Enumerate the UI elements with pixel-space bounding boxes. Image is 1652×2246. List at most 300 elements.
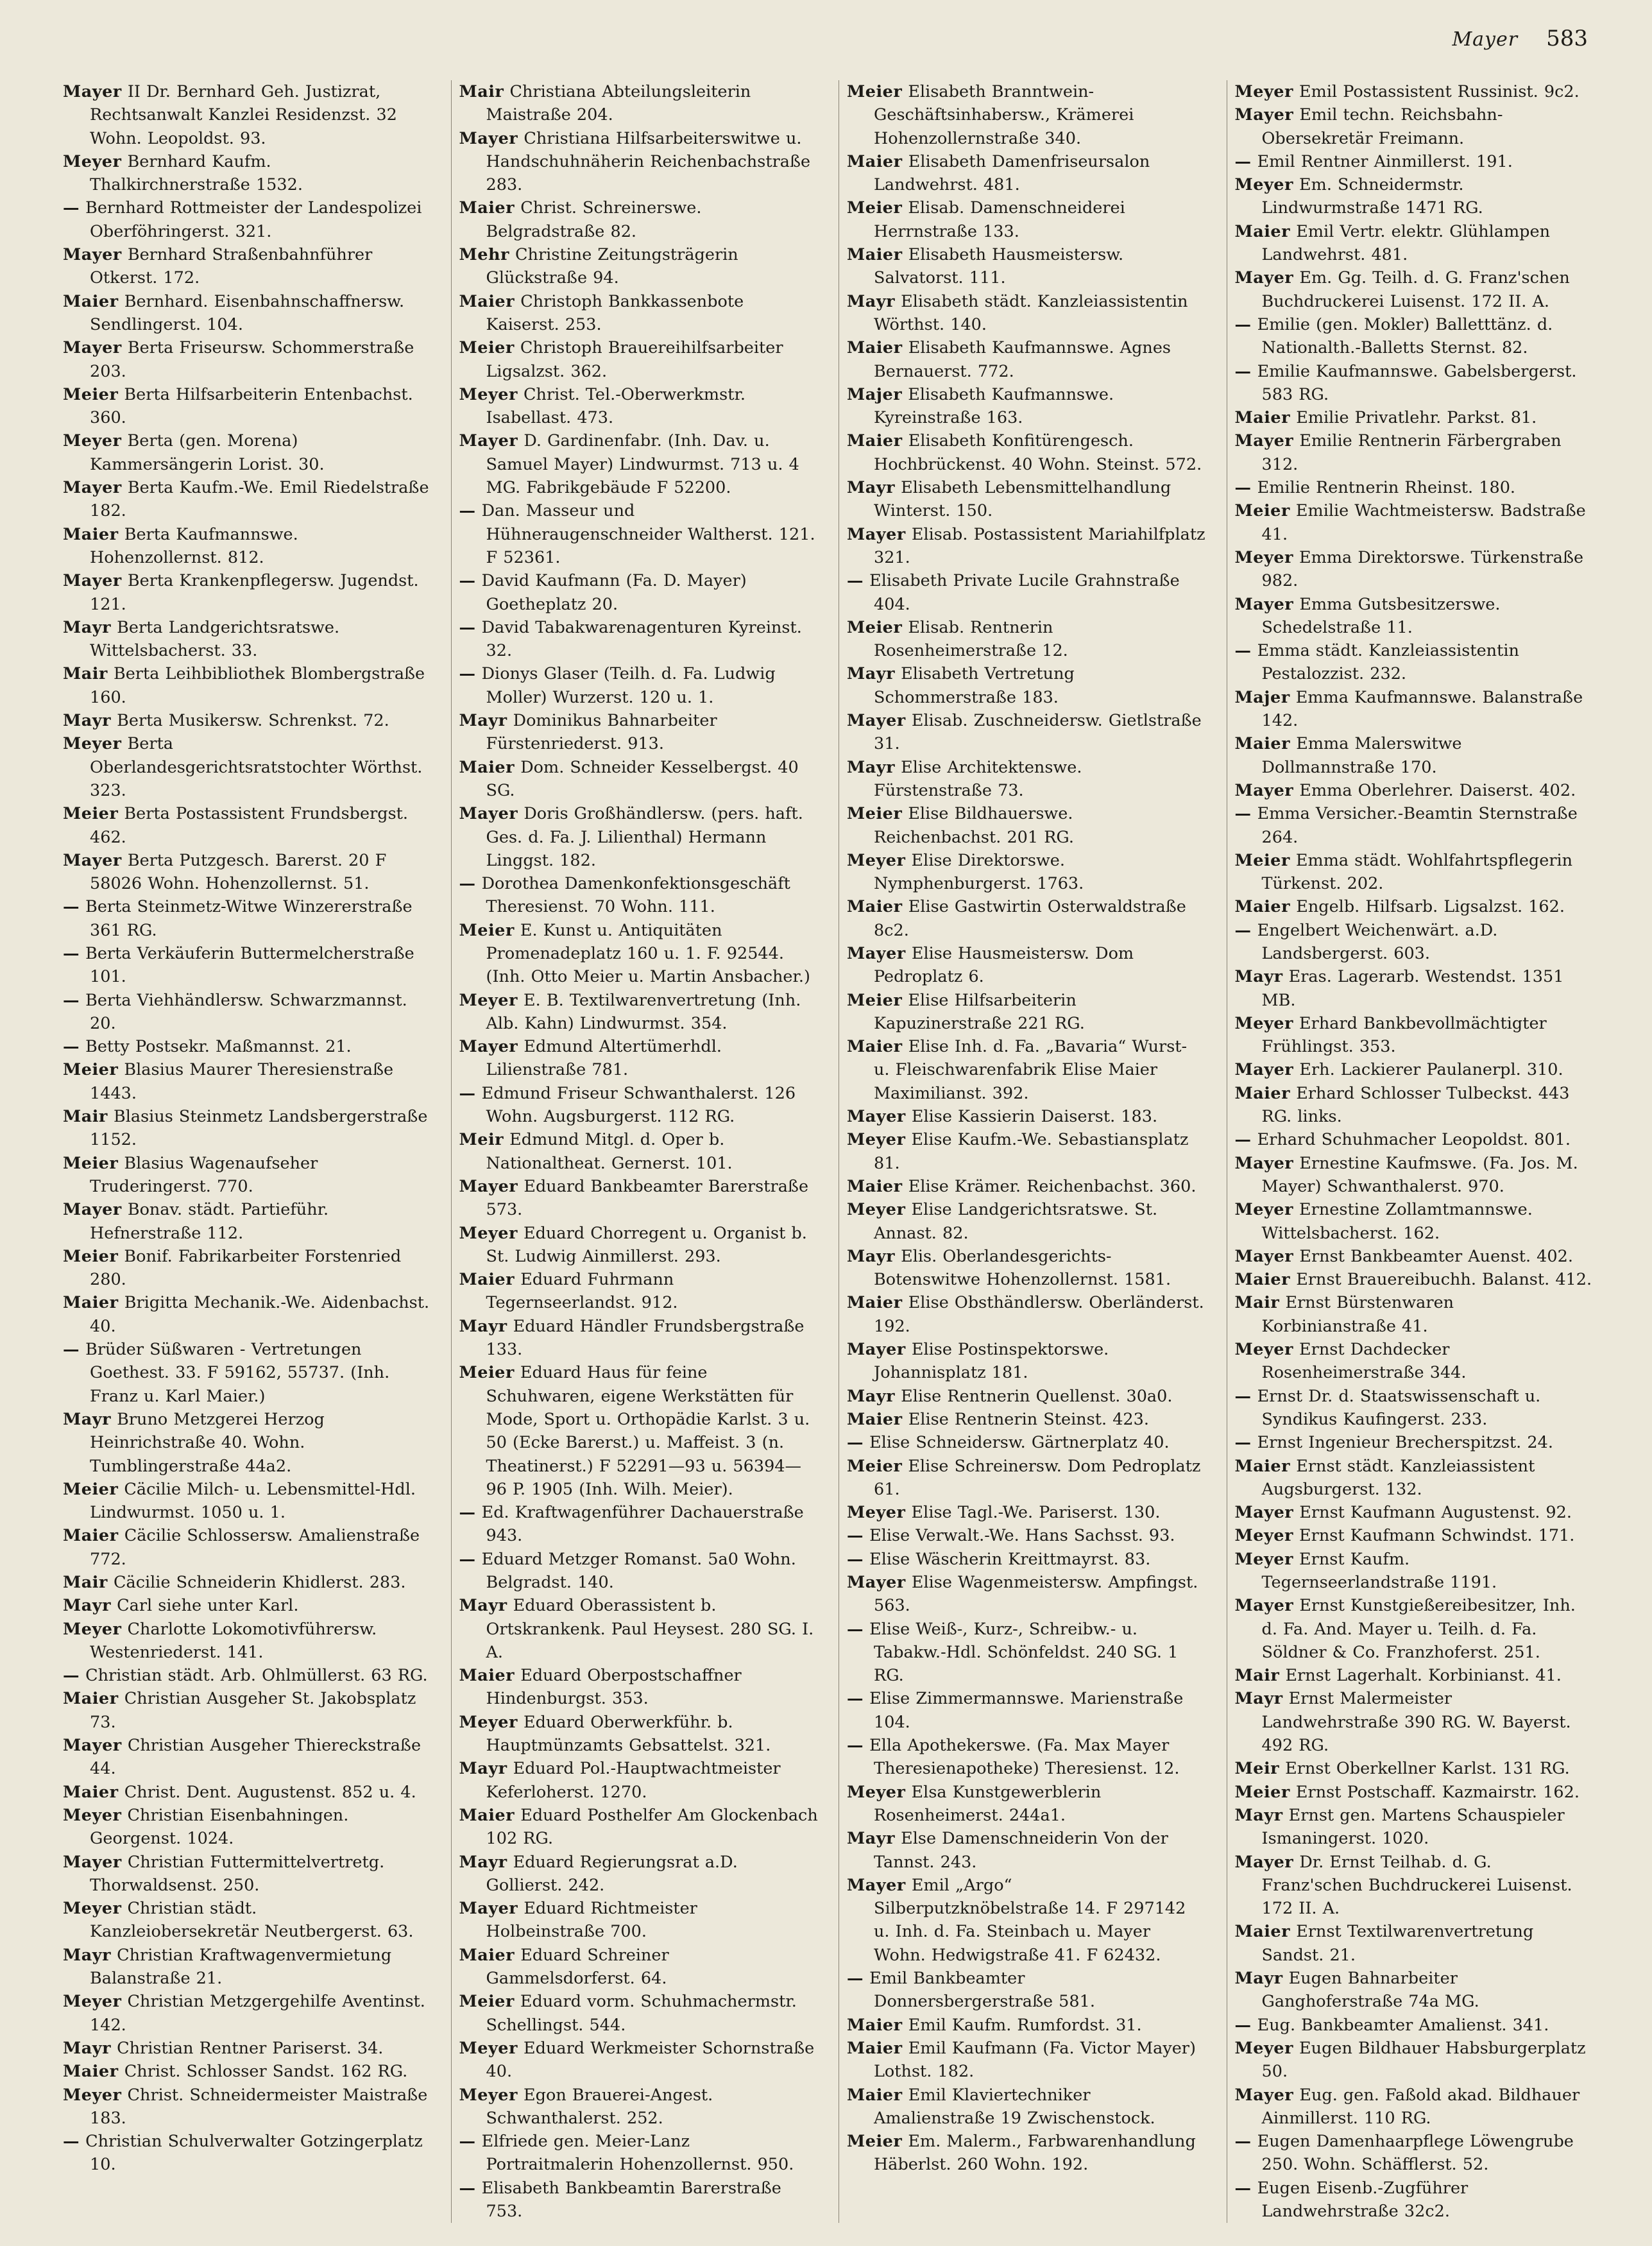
entry-details: Erh. Lackierer Paulanerpl. 310. bbox=[1293, 1060, 1563, 1080]
entry-surname: Mayr bbox=[847, 1829, 896, 1849]
directory-entry bbox=[1235, 1431, 1594, 1454]
entry-details: Doris Großhändlersw. (pers. haft. Ges. d. Fa. J. Lilienthal) Hermann Linggst. 182. bbox=[486, 804, 803, 870]
entry-details: Ernst Ingenieur Brecherspitzst. 24. bbox=[1251, 1433, 1553, 1453]
entry-surname: Mayr bbox=[459, 1316, 507, 1336]
directory-entry bbox=[459, 429, 819, 499]
entry-details: Ed. Kraftwagenführer Dachauerstraße 943. bbox=[475, 1503, 804, 1546]
entry-surname: Maier bbox=[459, 1805, 515, 1825]
directory-entry bbox=[847, 1385, 1206, 1408]
entry-details: Elisabeth Vertretung Schommerstraße 183. bbox=[874, 664, 1075, 707]
directory-entry bbox=[847, 196, 1206, 243]
directory-entry bbox=[63, 942, 430, 989]
entry-surname: Mair bbox=[459, 82, 504, 101]
entry-details: Elise Landgerichtsratswe. St. Annast. 82. bbox=[874, 1200, 1158, 1243]
entry-surname: — bbox=[63, 897, 80, 917]
entry-surname: Meier bbox=[63, 1060, 119, 1080]
entry-details: Betty Postsekr. Maßmannst. 21. bbox=[80, 1037, 352, 1057]
entry-details: Elisabeth städt. Kanzleiassistentin Wörthst. 140. bbox=[874, 291, 1188, 334]
entry-surname: Mayer bbox=[63, 1736, 122, 1756]
entry-details: Christ. Schlosser Sandst. 162 RG. bbox=[118, 2062, 408, 2082]
entry-surname: Mayr bbox=[1234, 1689, 1283, 1709]
directory-entry bbox=[847, 1967, 1206, 2014]
entry-details: Egon Brauerei-Angest. Schwanthalerst. 252. bbox=[486, 2085, 713, 2128]
entry-surname: Meyer bbox=[63, 2085, 122, 2105]
entry-details: Elise Direktorswe. Nymphenburgerst. 1763. bbox=[874, 850, 1084, 894]
entry-details: Elisabeth Branntwein-Geschäftsinhabersw., Krämerei Hohenzollernstraße 340. bbox=[874, 82, 1134, 148]
entry-details: Christiana Hilfsarbeiterswitwe u. Handschuhnäherin Reichenbachstraße 283. bbox=[486, 128, 811, 195]
entry-details: E. B. Textilwarenvertretung (Inh. Alb. Kahn) Lindwurmst. 354. bbox=[486, 990, 801, 1033]
entry-details: Bernhard Kaufm. Thalkirchnerstraße 1532. bbox=[90, 151, 303, 195]
directory-entry bbox=[63, 1851, 430, 1898]
entry-surname: Mayer bbox=[63, 82, 122, 101]
entry-details: Blasius Wagenaufseher Truderingerst. 770. bbox=[90, 1153, 318, 1196]
entry-surname: Maier bbox=[459, 198, 515, 218]
directory-entry bbox=[1235, 1664, 1594, 1687]
entry-surname: Meier bbox=[63, 1479, 119, 1499]
entry-details: Elise Gastwirtin Osterwaldstraße 8c2. bbox=[874, 897, 1186, 940]
entry-details: Ella Apothekerswe. (Fa. Max Mayer Theresienapotheke) Theresienst. 12. bbox=[864, 1736, 1180, 1779]
entry-surname: Maier bbox=[1234, 221, 1291, 241]
entry-details: Dan. Masseur und Hühneraugenschneider Waltherst. 121. F 52361. bbox=[475, 501, 815, 567]
directory-entry bbox=[1235, 1198, 1594, 1245]
directory-entry bbox=[847, 1548, 1206, 1571]
directory-entry bbox=[1235, 779, 1594, 802]
entry-details: Emil Vertr. elektr. Glühlampen Landwehrst. 481. bbox=[1261, 221, 1551, 265]
entry-details: Emil Rentner Ainmillerst. 191. bbox=[1251, 151, 1513, 171]
directory-entry bbox=[63, 1687, 430, 1734]
directory-entry bbox=[63, 1594, 430, 1617]
directory-entry bbox=[1235, 1920, 1594, 1967]
entry-surname: Maier bbox=[459, 1270, 515, 1290]
entry-surname: Maier bbox=[63, 1293, 119, 1313]
directory-column-4 bbox=[1227, 80, 1594, 2223]
entry-surname: Meier bbox=[63, 1246, 119, 1266]
directory-entry bbox=[63, 80, 430, 150]
entry-details: Emil Klaviertechniker Amalienstraße 19 Zwischenstock. bbox=[874, 2085, 1155, 2128]
directory-entry bbox=[847, 1198, 1206, 1245]
directory-entry bbox=[63, 616, 430, 663]
entry-details: Elise Kaufm.-We. Sebastiansplatz 81. bbox=[874, 1130, 1189, 1173]
entry-surname: — bbox=[847, 1433, 864, 1453]
directory-entry bbox=[459, 1944, 819, 1991]
entry-details: Christian Eisenbahningen. Georgenst. 1024. bbox=[90, 1805, 349, 1849]
entry-details: Berta Kaufm.-We. Emil Riedelstraße 182. bbox=[90, 478, 429, 521]
entry-details: Berta Friseursw. Schommerstraße 203. bbox=[90, 338, 414, 381]
directory-entry bbox=[1235, 499, 1594, 546]
entry-surname: Meier bbox=[847, 617, 903, 637]
directory-entry bbox=[63, 732, 430, 802]
directory-entry bbox=[1235, 2177, 1594, 2224]
entry-surname: Mayer bbox=[1234, 780, 1294, 800]
entry-surname: Mayr bbox=[847, 1246, 896, 1266]
entry-details: Cäcilie Schneiderin Khidlerst. 283. bbox=[107, 1573, 406, 1592]
entry-surname: Mayr bbox=[459, 1759, 507, 1779]
entry-surname: — bbox=[459, 1503, 476, 1523]
entry-surname: Maier bbox=[1234, 1083, 1291, 1103]
entry-details: Em. Schneidermstr. Lindwurmstraße 1471 RG. bbox=[1261, 175, 1483, 218]
entry-surname: Maier bbox=[459, 291, 515, 311]
directory-entry bbox=[459, 1711, 819, 1758]
entry-surname: Meyer bbox=[459, 1712, 518, 1732]
entry-surname: Maier bbox=[1234, 1922, 1291, 1942]
directory-entry bbox=[459, 1175, 819, 1222]
entry-details: Emil „Argo“ Silberputzknöbelstraße 14. F 297142 u. Inh. d. Fa. Steinbach u. Mayer Wohn. Hedwigstraße 41. F 62432. bbox=[874, 1875, 1186, 1965]
entry-surname: Meyer bbox=[847, 1782, 906, 1802]
directory-entry bbox=[847, 709, 1206, 756]
entry-surname: Mayer bbox=[847, 1107, 906, 1127]
entry-surname: Mayer bbox=[1234, 1153, 1294, 1173]
entry-surname: Majer bbox=[1234, 687, 1290, 707]
entry-details: Engelb. Hilfsarb. Ligsalzst. 162. bbox=[1290, 897, 1565, 917]
entry-details: Christian Ausgeher St. Jakobsplatz 73. bbox=[90, 1689, 416, 1732]
entry-details: Ernst Postschaff. Kazmairstr. 162. bbox=[1290, 1782, 1580, 1802]
directory-entry bbox=[1235, 802, 1594, 849]
entry-surname: Mayer bbox=[63, 571, 122, 591]
directory-entry bbox=[459, 1897, 819, 1944]
directory-entry bbox=[459, 336, 819, 383]
entry-details: Eugen Bahnarbeiter Ganghoferstraße 74a MG. bbox=[1261, 1969, 1479, 2012]
entry-details: Elise Obsthändlersw. Oberländerst. 192. bbox=[874, 1293, 1204, 1336]
entry-details: Dr. Ernst Teilhab. d. G. Franz'schen Buchdruckerei Luisenst. 172 II. A. bbox=[1261, 1852, 1572, 1919]
entry-surname: Mayer bbox=[459, 431, 518, 451]
entry-details: Dominikus Bahnarbeiter Fürstenriederst. 913. bbox=[486, 711, 717, 754]
entry-details: Engelbert Weichenwärt. a.D. Landsbergerst. 603. bbox=[1251, 920, 1498, 963]
entry-surname: Meyer bbox=[1234, 1549, 1293, 1569]
directory-entry bbox=[459, 709, 819, 756]
directory-entry bbox=[459, 1804, 819, 1851]
directory-entry bbox=[1235, 1012, 1594, 1059]
entry-surname: — bbox=[1234, 314, 1252, 334]
entry-surname: Mayer bbox=[459, 1176, 518, 1196]
directory-entry bbox=[1235, 732, 1594, 779]
entry-details: Bonav. städt. Partieführ. Hefnerstraße 112. bbox=[90, 1200, 329, 1243]
entry-surname: Maier bbox=[847, 245, 903, 265]
entry-surname: Meyer bbox=[63, 734, 122, 754]
directory-entry bbox=[459, 802, 819, 872]
entry-surname: Meyer bbox=[1234, 175, 1293, 195]
directory-entry bbox=[63, 1664, 430, 1687]
entry-surname: Meyer bbox=[63, 151, 122, 171]
directory-entry bbox=[459, 1361, 819, 1501]
directory-entry bbox=[847, 1524, 1206, 1547]
entry-surname: Meyer bbox=[459, 2085, 518, 2105]
directory-entry bbox=[847, 1455, 1206, 1502]
entry-surname: Meyer bbox=[1234, 547, 1293, 567]
directory-entry bbox=[1235, 686, 1594, 733]
entry-surname: Meier bbox=[63, 1153, 119, 1173]
entry-surname: Maier bbox=[847, 2038, 903, 2058]
entry-details: Emilie Privatlehr. Parkst. 81. bbox=[1290, 408, 1537, 428]
entry-details: Elisabeth Konfitürengesch. Hochbrückenst. 40 Wohn. Steinst. 572. bbox=[874, 431, 1202, 474]
entry-details: Cäcilie Milch- u. Lebensmittel-Hdl. Lindwurmst. 1050 u. 1. bbox=[90, 1479, 416, 1523]
entry-details: Emma städt. Kanzleiassistentin Pestalozzist. 232. bbox=[1251, 641, 1519, 684]
entry-details: Elisab. Zuschneidersw. Gietlstraße 31. bbox=[874, 711, 1202, 754]
entry-surname: Maier bbox=[1234, 1270, 1291, 1290]
directory-entry bbox=[63, 1198, 430, 1245]
entry-surname: Mair bbox=[1234, 1666, 1280, 1686]
entry-surname: Meier bbox=[459, 920, 515, 940]
entry-details: Elisabeth Lebensmittelhandlung Winterst. 150. bbox=[874, 478, 1171, 521]
entry-details: Elise Weiß-, Kurz-, Schreibw.- u. Tabakw.-Hdl. Schönfeldst. 240 SG. 1 RG. bbox=[864, 1619, 1179, 1686]
entry-details: Elisabeth Private Lucile Grahnstraße 404. bbox=[864, 571, 1180, 614]
entry-surname: — bbox=[847, 1969, 864, 1989]
entry-surname: — bbox=[1234, 151, 1252, 171]
entry-surname: Maier bbox=[1234, 734, 1291, 754]
directory-entry bbox=[63, 1105, 430, 1152]
directory-entry bbox=[63, 1804, 430, 1851]
entry-surname: — bbox=[847, 1549, 864, 1569]
directory-column-3 bbox=[839, 80, 1206, 2223]
running-head-name: Mayer bbox=[1452, 28, 1519, 51]
entry-surname: Mayr bbox=[63, 711, 112, 731]
entry-details: Erhard Schlosser Tulbeckst. 443 RG. links. bbox=[1261, 1083, 1570, 1127]
directory-entry bbox=[63, 989, 430, 1036]
entry-surname: Maier bbox=[847, 338, 903, 358]
entry-surname: — bbox=[1234, 1433, 1252, 1453]
directory-entry bbox=[1235, 2084, 1594, 2130]
entry-surname: Meyer bbox=[459, 384, 518, 404]
directory-entry bbox=[459, 1222, 819, 1269]
directory-entry bbox=[1235, 103, 1594, 150]
entry-surname: — bbox=[459, 2178, 476, 2198]
entry-surname: Mair bbox=[63, 1573, 108, 1592]
directory-entry bbox=[847, 1874, 1206, 1967]
entry-surname: Meyer bbox=[847, 1200, 906, 1220]
directory-entry bbox=[459, 1664, 819, 1711]
entry-surname: Maier bbox=[63, 2062, 119, 2082]
entry-details: Eduard Oberwerkführ. b. Hauptmünzamts Gebsattelst. 321. bbox=[486, 1712, 771, 1756]
directory-entry bbox=[847, 1781, 1206, 1828]
entry-details: Christ. Dent. Augustenst. 852 u. 4. bbox=[118, 1782, 416, 1802]
directory-entry bbox=[1235, 1548, 1594, 1595]
entry-surname: Mayr bbox=[847, 664, 896, 684]
entry-details: Emilie Kaufmannswe. Gabelsbergerst. 583 RG. bbox=[1251, 361, 1577, 404]
directory-entry bbox=[1235, 429, 1594, 476]
directory-entry bbox=[847, 1571, 1206, 1618]
entry-details: David Kaufmann (Fa. D. Mayer) Goetheplatz 20. bbox=[475, 571, 747, 614]
entry-details: Charlotte Lokomotivführersw. Westenriederst. 141. bbox=[90, 1619, 377, 1662]
directory-entry bbox=[1235, 965, 1594, 1012]
directory-entry bbox=[1235, 1524, 1594, 1547]
entry-details: Elise Verwalt.-We. Hans Sachsst. 93. bbox=[864, 1526, 1175, 1546]
entry-details: Christian Futtermittelvertretg. Thorwaldsenst. 250. bbox=[90, 1852, 385, 1895]
entry-surname: Maier bbox=[847, 431, 903, 451]
entry-surname: Meyer bbox=[1234, 82, 1293, 101]
entry-details: Dom. Schneider Kesselbergst. 40 SG. bbox=[486, 757, 799, 800]
entry-surname: Meyer bbox=[1234, 1013, 1293, 1033]
entry-surname: — bbox=[459, 617, 476, 637]
entry-surname: Meyer bbox=[847, 1503, 906, 1523]
directory-entry bbox=[459, 756, 819, 803]
directory-entry bbox=[459, 1990, 819, 2037]
entry-surname: Mayr bbox=[847, 757, 896, 777]
entry-details: Eduard Haus für feine Schuhwaren, eigene Werkstätten für Mode, Sport u. Orthopädie Karlst. 3 u. 50 (Ecke Barerst.) u. Maffeist. 3 (n. Theatinerst.) F 52291—93 u. 56394—96 P. 1905 (Inh. Wilh. Meier). bbox=[486, 1363, 810, 1499]
entry-surname: Meyer bbox=[63, 1619, 122, 1639]
directory-entry bbox=[847, 849, 1206, 896]
entry-details: Eduard vorm. Schuhmachermstr. Schellingst. 544. bbox=[486, 1992, 797, 2035]
entry-details: Christ. Tel.-Oberwerkmstr. Isabellast. 473. bbox=[486, 384, 745, 428]
directory-entry bbox=[1235, 1385, 1594, 1432]
entry-surname: Mayer bbox=[1234, 268, 1294, 288]
entry-details: Emil Bankbeamter Donnersbergerstraße 581. bbox=[864, 1969, 1095, 2012]
directory-entry bbox=[847, 1175, 1206, 1198]
entry-surname: Mayer bbox=[847, 1875, 906, 1895]
entry-details: Emma Oberlehrer. Daiserst. 402. bbox=[1293, 780, 1576, 800]
directory-entry bbox=[459, 616, 819, 663]
entry-surname: — bbox=[63, 990, 80, 1010]
entry-surname: Mayer bbox=[847, 943, 906, 963]
entry-details: Eug. gen. Faßold akad. Bildhauer Ainmillerst. 110 RG. bbox=[1261, 2085, 1580, 2128]
directory-entry bbox=[847, 383, 1206, 430]
directory-entry bbox=[847, 1501, 1206, 1524]
directory-entry bbox=[459, 2084, 819, 2130]
directory-entry bbox=[63, 895, 430, 942]
entry-surname: Meyer bbox=[63, 1899, 122, 1919]
entry-details: Ernst Dr. d. Staatswissenschaft u. Syndikus Kaufingerst. 233. bbox=[1251, 1386, 1541, 1429]
directory-entry bbox=[459, 1035, 819, 1082]
entry-details: Elisabeth Hausmeistersw. Salvatorst. 111. bbox=[874, 245, 1124, 288]
directory-entry bbox=[63, 1944, 430, 1991]
entry-surname: Mayer bbox=[63, 338, 122, 358]
directory-entry bbox=[63, 849, 430, 896]
entry-surname: Mayr bbox=[459, 711, 507, 731]
entry-details: Christian Ausgeher Thiereckstraße 44. bbox=[90, 1736, 422, 1779]
entry-surname: Maier bbox=[1234, 408, 1291, 428]
entry-details: Eduard Metzger Romanst. 5a0 Wohn. Belgradst. 140. bbox=[475, 1549, 796, 1592]
entry-surname: Meyer bbox=[847, 1130, 906, 1150]
directory-entry bbox=[1235, 1781, 1594, 1804]
entry-details: Christine Zeitungsträgerin Glückstraße 94. bbox=[486, 245, 738, 288]
entry-details: Elise Rentnerin Quellenst. 30a0. bbox=[895, 1386, 1173, 1406]
entry-details: Eduard Schreiner Gammelsdorferst. 64. bbox=[486, 1945, 669, 1989]
entry-details: Emma Kaufmannswe. Balanstraße 142. bbox=[1261, 687, 1583, 731]
entry-details: Elisab. Rentnerin Rosenheimerstraße 12. bbox=[874, 617, 1068, 661]
entry-surname: Maier bbox=[63, 1689, 119, 1709]
directory-entry bbox=[847, 616, 1206, 663]
directory-entry bbox=[1235, 1594, 1594, 1664]
entry-surname: Maier bbox=[847, 2085, 903, 2105]
entry-surname: Mayer bbox=[1234, 105, 1294, 125]
entry-surname: Mayer bbox=[1234, 1246, 1294, 1266]
entry-surname: — bbox=[459, 501, 476, 521]
directory-entry bbox=[1235, 173, 1594, 220]
entry-surname: Maier bbox=[459, 1945, 515, 1965]
entry-details: Edmund Friseur Schwanthalerst. 126 Wohn. Augsburgerst. 112 RG. bbox=[475, 1083, 796, 1127]
directory-entry bbox=[1235, 220, 1594, 267]
directory-entry bbox=[1235, 1757, 1594, 1780]
entry-surname: — bbox=[63, 2132, 80, 2152]
directory-entry bbox=[847, 150, 1206, 197]
entry-surname: — bbox=[63, 943, 80, 963]
directory-entry bbox=[63, 383, 430, 430]
directory-entry bbox=[63, 243, 430, 290]
entry-details: David Tabakwarenagenturen Kyreinst. 32. bbox=[475, 617, 802, 661]
entry-surname: Meier bbox=[847, 198, 903, 218]
entry-surname: Meyer bbox=[1234, 1340, 1293, 1360]
entry-details: Eug. Bankbeamter Amalienst. 341. bbox=[1251, 2015, 1549, 2035]
entry-surname: Meier bbox=[1234, 501, 1290, 521]
directory-entry bbox=[63, 196, 430, 243]
directory-entry bbox=[847, 2130, 1206, 2177]
entry-details: Ernst Kaufm. Tegernseerlandstraße 1191. bbox=[1261, 1549, 1497, 1592]
entry-details: E. Kunst u. Antiquitäten Promenadeplatz 160 u. 1. F. 92544. (Inh. Otto Meier u. Martin Ansbacher.) bbox=[486, 920, 810, 987]
directory-entry bbox=[459, 2037, 819, 2084]
entry-details: Eduard Bankbeamter Barerstraße 573. bbox=[486, 1176, 809, 1220]
entry-surname: — bbox=[1234, 2132, 1252, 2152]
directory-entry bbox=[63, 336, 430, 383]
entry-details: Christoph Bankkassenbote Kaiserst. 253. bbox=[486, 291, 744, 334]
entry-details: Christoph Brauereihilfsarbeiter Ligsalzst. 362. bbox=[486, 338, 783, 381]
directory-entry bbox=[847, 662, 1206, 709]
entry-details: Eduard Oberassistent b. Ortskrankenk. Paul Heysest. 280 SG. I. A. bbox=[486, 1596, 814, 1662]
entry-surname: — bbox=[847, 1689, 864, 1709]
entry-surname: — bbox=[459, 874, 476, 894]
entry-surname: Meyer bbox=[63, 431, 122, 451]
directory-entry bbox=[63, 1058, 430, 1105]
entry-details: Christ. Schneidermeister Maistraße 183. bbox=[90, 2085, 428, 2128]
entry-details: Emil techn. Reichsbahn-Obersekretär Freimann. bbox=[1261, 105, 1503, 148]
entry-details: Elise Architektenswe. Fürstenstraße 73. bbox=[874, 757, 1082, 800]
directory-entry bbox=[459, 1851, 819, 1898]
entry-surname: Mayr bbox=[63, 617, 112, 637]
directory-entry bbox=[1235, 1501, 1594, 1524]
entry-details: Elsa Kunstgewerblerin Rosenheimerst. 244a1. bbox=[874, 1782, 1102, 1825]
entry-details: Berta Steinmetz-Witwe Winzererstraße 361 RG. bbox=[80, 897, 413, 940]
directory-entry bbox=[63, 290, 430, 337]
entry-surname: — bbox=[1234, 641, 1252, 661]
entry-details: Christian Schulverwalter Gotzingerplatz 10. bbox=[80, 2132, 423, 2175]
entry-surname: Mayr bbox=[459, 1596, 507, 1616]
entry-surname: — bbox=[1234, 804, 1252, 824]
page-header bbox=[1452, 26, 1588, 51]
entry-surname: Mayer bbox=[847, 711, 906, 731]
directory-entry bbox=[847, 523, 1206, 570]
entry-details: Brüder Süßwaren - Vertretungen Goethest. 33. F 59162, 55737. (Inh. Franz u. Karl Maier.) bbox=[80, 1340, 390, 1406]
entry-details: Christian städt. Kanzleiobersekretär Neutbergerst. 63. bbox=[90, 1899, 414, 1942]
directory-entry bbox=[1235, 2037, 1594, 2084]
entry-surname: Meyer bbox=[63, 1992, 122, 2012]
directory-entry bbox=[63, 523, 430, 570]
entry-surname: Mayer bbox=[63, 1852, 122, 1872]
entry-details: Eduard Richtmeister Holbeinstraße 700. bbox=[486, 1899, 697, 1942]
directory-entry bbox=[847, 1291, 1206, 1338]
entry-surname: Maier bbox=[63, 291, 119, 311]
entry-surname: — bbox=[1234, 478, 1252, 498]
entry-surname: Meyer bbox=[459, 990, 518, 1010]
directory-entry bbox=[847, 1128, 1206, 1175]
entry-details: Emil Postassistent Russinist. 9c2. bbox=[1293, 82, 1580, 101]
directory-entry bbox=[1235, 406, 1594, 429]
entry-surname: — bbox=[847, 1736, 864, 1756]
entry-details: Ernst Brauereibuchh. Balanst. 412. bbox=[1290, 1270, 1592, 1290]
entry-details: Elise Hilfsarbeiterin Kapuzinerstraße 221 RG. bbox=[874, 990, 1085, 1033]
entry-details: Emma Direktorswe. Türkenstraße 982. bbox=[1261, 547, 1584, 591]
entry-details: Edmund Mitgl. d. Oper b. Nationaltheat. Gernerst. 101. bbox=[486, 1130, 733, 1173]
entry-details: Berta Landgerichtsratswe. Wittelsbacherst. 33. bbox=[90, 617, 340, 661]
entry-details: Berta Kaufmannswe. Hohenzollernst. 812. bbox=[90, 524, 298, 567]
entry-details: Elise Zimmermannswe. Marienstraße 104. bbox=[864, 1689, 1184, 1732]
entry-details: Berta Postassistent Frundsbergst. 462. bbox=[90, 804, 409, 847]
entry-details: Bonif. Fabrikarbeiter Forstenried 280. bbox=[90, 1246, 402, 1290]
entry-surname: Maier bbox=[63, 1782, 119, 1802]
entry-details: Elise Hausmeistersw. Dom Pedroplatz 6. bbox=[874, 943, 1134, 987]
entry-surname: Mayr bbox=[847, 291, 896, 311]
directory-entry bbox=[1235, 2014, 1594, 2037]
entry-details: Eduard Fuhrmann Tegernseerlandst. 912. bbox=[486, 1270, 678, 1313]
directory-entry bbox=[63, 2060, 430, 2083]
entry-details: Elise Postinspektorswe. Johannisplatz 181. bbox=[874, 1340, 1109, 1383]
directory-entry bbox=[63, 1245, 430, 1292]
